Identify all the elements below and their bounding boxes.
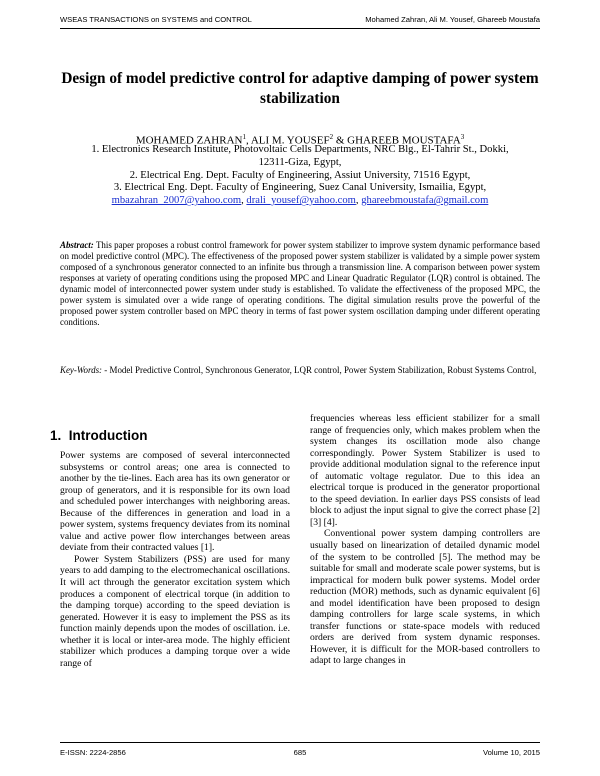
footer-volume: Volume 10, 2015 — [483, 748, 540, 757]
footer-issn: E-ISSN: 2224-2856 — [60, 748, 126, 757]
abstract — [60, 240, 540, 328]
paragraph: Conventional power system damping controllers are usually based on linearization of detailed dynamic model of the system to be controlled [5]. The method may be suitable for small and moderate scale power systems, but is impractical for modern bulk power systems. Model order reduction (MOR) methods, such as dynamic equivalent [6] and model identification have been proposed to design damping controllers for large scale systems, in which transfer functions or state-space models with reduced orders are derived from system dynamic responses. However, it is difficult for the MOR-based controllers to adapt to large changes in — [310, 528, 540, 667]
abstract-label: Abstract: — [60, 240, 94, 250]
email-separator: , — [241, 195, 247, 207]
header-rule — [60, 28, 540, 29]
email-link-1[interactable]: mbazahran_2007@yahoo.com — [111, 195, 242, 207]
keywords — [60, 365, 540, 376]
author-1-affil: 1 — [242, 133, 246, 141]
paper-title: Design of model predictive control for adaptive damping of power system stabilization — [61, 70, 539, 107]
affiliation-1-cont: 12311-Giza, Egypt, — [258, 156, 342, 168]
running-header-authors: Mohamed Zahran, Ali M. Yousef, Ghareeb Moustafa — [365, 15, 540, 24]
author-3-affil: 3 — [460, 133, 465, 141]
affiliations — [60, 144, 540, 208]
body-column-right — [310, 413, 540, 667]
footer-page-number: 685 — [293, 748, 307, 757]
email-line — [60, 195, 540, 208]
author-2: ALI M. YOUSEF — [250, 134, 330, 147]
email-link-2[interactable]: drali_yousef@yahoo.com — [246, 195, 356, 207]
author-2-affil: 2 — [329, 133, 334, 141]
author-separator: & — [333, 134, 348, 147]
running-header-journal: WSEAS TRANSACTIONS on SYSTEMS and CONTROL — [60, 15, 252, 24]
section-number: 1. — [50, 428, 62, 443]
email-link-3[interactable]: ghareebmoustafa@gmail.com — [361, 195, 489, 207]
keywords-text: - Model Predictive Control, Synchronous Generator, LQR control, Power System Stabilization, Robust Systems Control, — [102, 365, 537, 375]
section-title: Introduction — [68, 428, 148, 443]
author-separator: , — [245, 134, 251, 147]
abstract-text: This paper proposes a robust control framework for power system stabilizer to improve system dynamic performance based on model predictive control (MPC). The effectiveness of the proposed power system stabilizer is validated by a simple power system composed of a synchronous generator connected to an infinite bus through a transmission line. A comparison between power system responses at variety of operating conditions using the proposed MPC and Linear Quadratic Regulator (LQR) control is obtained. The dynamic model of interconnected power system under study is established. To validate the effectiveness of the proposed MPC, the power system is simulated over a wide range of operating conditions. The digital simulation results prove the powerful of the proposed power system controller based on MPC theory in terms of fast power system oscillation damping under different operating conditions. — [60, 240, 540, 327]
footer-rule — [60, 742, 540, 743]
body-column-left — [60, 450, 290, 669]
author-3: GHAREEB MOUSTAFA — [347, 134, 461, 147]
paragraph: Power System Stabilizers (PSS) are used for many years to add damping to the electromechanical oscillations. It will act through the generator excitation system which produces a component of electrical torque (in addition to the damping torque) according to the speed deviation is generated. However it is easy to implement the PSS as its function mainly depends upon the modes of oscillation. i.e. whether it is local or inter-area mode. The highly efficient stabilizer which produces a damping torque over a wide range of — [60, 553, 290, 669]
section-heading — [50, 428, 148, 443]
keywords-label: Key-Words: — [60, 365, 103, 375]
affiliation-1: 1. Electronics Research Institute, Photovoltaic Cells Departments, NRC Blg., El-Tahrir St., Dokki, — [91, 144, 509, 155]
paragraph: frequencies whereas less efficient stabilizer for a small range of frequencies only, which makes problem when the system changes its oscillation mode also change correspondingly. Power System Stabilizer is used to provide additional modulation signal to the reference input of automatic voltage regulator. Due to this idea an electrical torque is produced in the generator proportional to the speed deviation. In earlier days PSS consists of lead block to adjust the input signal to give the correct phase [2] [3] [4]. — [310, 413, 540, 528]
author-1: MOHAMED ZAHRAN — [135, 134, 243, 147]
affiliation-2: 2. Electrical Eng. Dept. Faculty of Engineering, Assiut University, 71516 Egypt, — [129, 169, 471, 181]
paragraph: Power systems are composed of several interconnected subsystems or control areas; one area is connected to another by the tie-lines. Each area has its own generator or group of generators, and it is responsible for its own load and scheduled power interchanges with neighboring areas. Because of the differences in generation and load in a power system, systems frequency deviates from its nominal value and active power flow interchanges between areas deviate from their contracted values [1]. — [60, 450, 290, 554]
email-separator: , — [355, 195, 362, 207]
affiliation-3: 3. Electrical Eng. Dept. Faculty of Engineering, Suez Canal University, Ismailia, Egypt, — [113, 182, 487, 194]
